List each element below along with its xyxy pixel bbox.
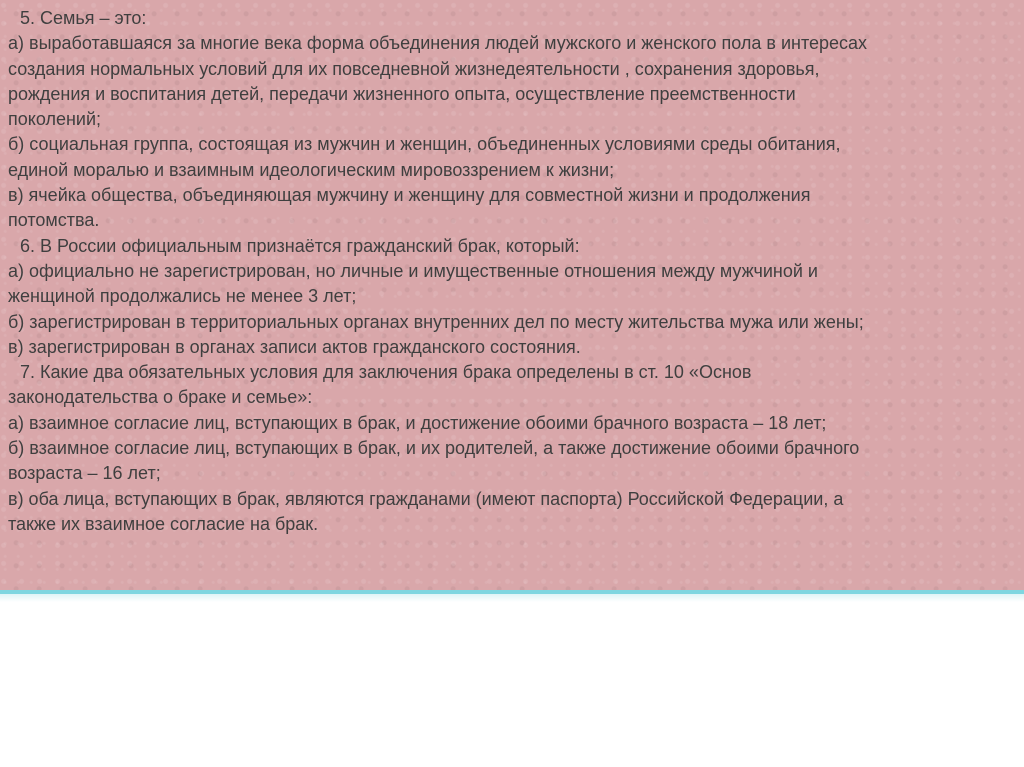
- text-line: создания нормальных условий для их повседневной жизнедеятельности , сохранения здоровья,: [8, 58, 820, 79]
- text-line: 6. В России официальным признаётся гражданский брак, который:: [20, 235, 580, 256]
- text-line: рождения и воспитания детей, передачи жизненного опыта, осуществление преемственности: [8, 83, 796, 104]
- text-line: а) взаимное согласие лиц, вступающих в брак, и достижение обоими брачного возраста – 18 лет;: [8, 412, 827, 433]
- text-line: б) зарегистрирован в территориальных органах внутренних дел по месту жительства мужа или жены;: [8, 311, 864, 332]
- accent-divider-shadow: [0, 594, 1024, 602]
- text-line: а) официально не зарегистрирован, но личные и имущественные отношения между мужчиной и: [8, 260, 818, 281]
- text-line: женщиной продолжались не менее 3 лет;: [8, 286, 357, 307]
- text-line: в) ячейка общества, объединяющая мужчину и женщину для совместной жизни и продолжения: [8, 185, 811, 206]
- text-line: а) выработавшаяся за многие века форма объединения людей мужского и женского пола в интересах: [8, 33, 868, 54]
- text-line: 7. Какие два обязательных условия для заключения брака определены в ст. 10 «Основ: [20, 362, 752, 383]
- text-line: поколений;: [8, 109, 102, 130]
- text-line: также их взаимное согласие на брак.: [8, 513, 319, 534]
- text-line: в) оба лица, вступающих в брак, являются гражданами (имеют паспорта) Российской Федерации, а: [8, 488, 844, 509]
- question-text-block: [8, 6, 1016, 537]
- text-line: потомства.: [8, 210, 100, 231]
- text-line: возраста – 16 лет;: [8, 463, 161, 484]
- text-line: б) социальная группа, состоящая из мужчин и женщин, объединенных условиями среды обитания,: [8, 134, 841, 155]
- text-line: единой моралью и взаимным идеологическим мировоззрением к жизни;: [8, 159, 615, 180]
- text-line: в) зарегистрирован в органах записи актов гражданского состояния.: [8, 336, 581, 357]
- text-line: б) взаимное согласие лиц, вступающих в брак, и их родителей, а также достижение обоими брачного: [8, 438, 860, 459]
- text-line: 5. Семья – это:: [20, 8, 147, 28]
- text-line: законодательства о браке и семье»:: [8, 387, 313, 408]
